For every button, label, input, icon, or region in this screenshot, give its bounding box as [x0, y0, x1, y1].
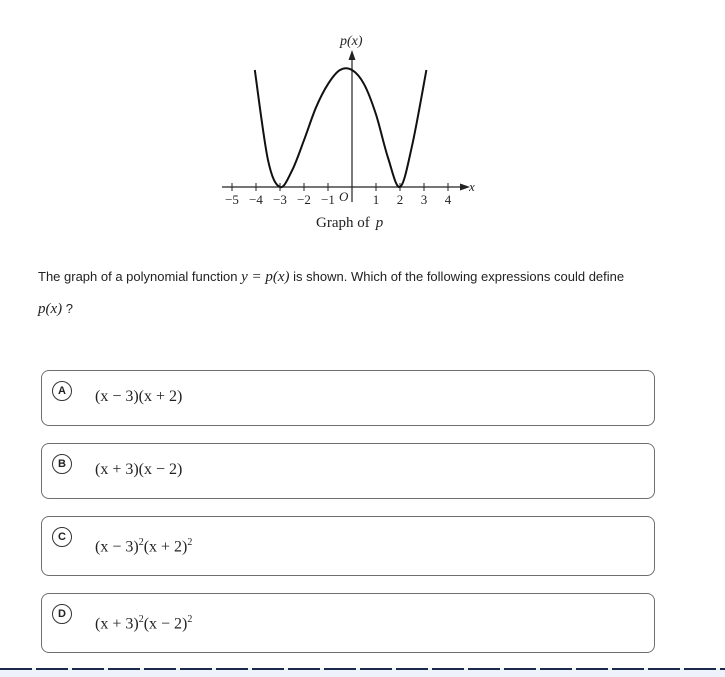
choice-d-exponent-2: 2	[187, 614, 193, 625]
question-text-before: The graph of a polynomial function	[38, 269, 238, 284]
x-tick-label: −2	[297, 192, 311, 207]
choice-a[interactable]	[41, 370, 655, 426]
question-line2-math: p(x)	[38, 301, 63, 317]
x-tick-label: −4	[249, 192, 263, 207]
choice-d-exponent-1: 2	[138, 614, 144, 625]
choice-c-exponent-1: 2	[138, 537, 144, 548]
choice-b-expression: (x + 3)(x − 2)	[95, 461, 183, 478]
choice-a-expression: (x − 3)(x + 2)	[95, 388, 183, 405]
question-text-after: is shown. Which of the following expressions could define	[293, 269, 625, 284]
choice-c-factor-1: (x − 3)	[95, 538, 139, 556]
x-tick-label: −3	[273, 192, 287, 207]
x-tick-label: 3	[420, 192, 428, 207]
graph-caption-prefix: Graph of	[316, 215, 370, 231]
graph-caption	[316, 215, 384, 231]
x-tick-label: −1	[321, 192, 335, 207]
question-line2-suffix: ?	[65, 301, 74, 316]
choice-b[interactable]	[41, 443, 655, 499]
question-text	[38, 267, 698, 319]
choice-d-letter: D	[52, 604, 72, 624]
x-tick-label: −5	[225, 192, 239, 207]
question-line2	[38, 299, 698, 319]
choice-d-factor-1: (x + 3)	[95, 615, 139, 633]
x-tick-label: 1	[372, 192, 380, 207]
polynomial-curve	[255, 68, 427, 187]
question-equation: y = p(x)	[241, 269, 290, 285]
choice-c-expression	[95, 537, 192, 556]
origin-label: O	[339, 189, 349, 204]
choice-c-factor-2: (x + 2)	[143, 538, 188, 556]
choice-c[interactable]	[41, 516, 655, 576]
choice-d-expression	[95, 614, 192, 633]
choice-a-letter: A	[52, 381, 72, 401]
graph-caption-var: p	[375, 215, 384, 231]
x-tick-label: 4	[444, 192, 452, 207]
choice-d-factor-2: (x − 2)	[143, 615, 188, 633]
y-axis-label: p(x)	[340, 34, 363, 49]
x-axis-label: x	[469, 179, 475, 194]
polynomial-graph	[0, 0, 725, 240]
x-tick-label: 2	[396, 192, 404, 207]
choice-c-letter: C	[52, 527, 72, 547]
graph-svg	[0, 0, 725, 240]
choice-d[interactable]	[41, 593, 655, 653]
choice-c-exponent-2: 2	[187, 537, 193, 548]
y-axis-arrow	[349, 50, 356, 60]
choice-b-letter: B	[52, 454, 72, 474]
bottom-divider	[0, 668, 725, 670]
